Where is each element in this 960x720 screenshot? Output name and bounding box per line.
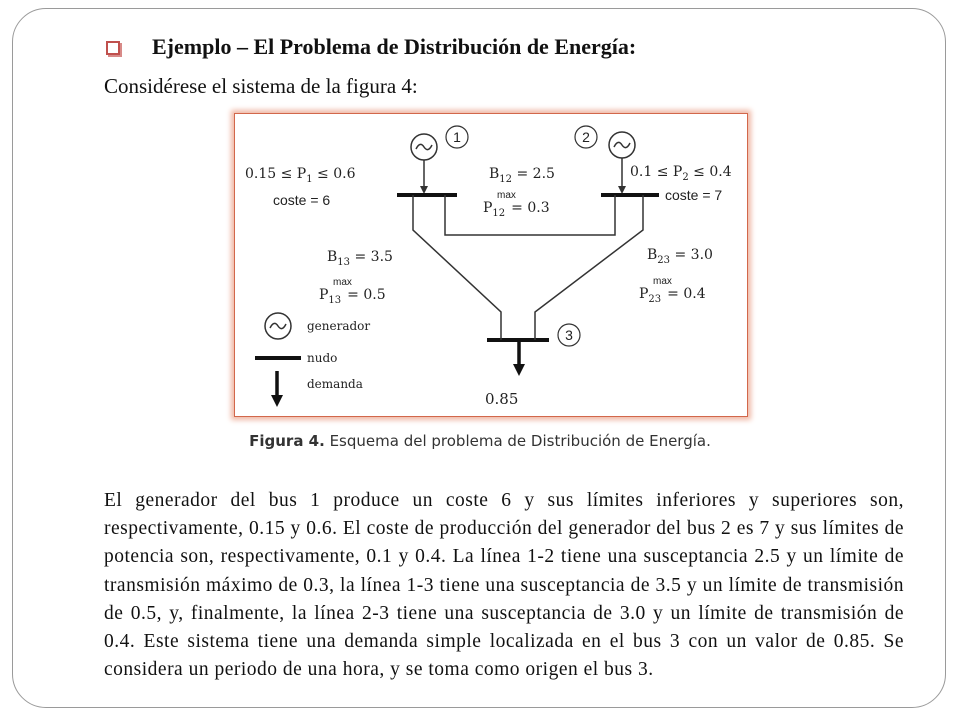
line12-limit-sup: max — [497, 190, 516, 201]
generator-bus2-icon — [609, 132, 635, 194]
svg-text:2: 2 — [582, 129, 590, 145]
line12-limit: $P_{12} = 0.3$ — [483, 200, 550, 219]
line-1-3 — [413, 195, 501, 340]
legend-demand-label: demanda — [307, 377, 363, 391]
gen1-cost: coste = 6 — [273, 192, 331, 208]
line13-susceptance: $B_{13} = 3.5$ — [327, 249, 393, 268]
legend-node-label: nudo — [307, 351, 338, 365]
legend-demand-icon — [271, 371, 283, 407]
caption-label: Figura 4. — [249, 432, 325, 450]
figure-caption — [0, 432, 960, 450]
caption-text: Esquema del problema de Distribución de Energía. — [324, 432, 711, 450]
intro-text: Considérese el sistema de la figura 4: — [104, 74, 418, 98]
line13-limit-sup: max — [333, 277, 352, 288]
line23-susceptance: $B_{23} = 3.0$ — [647, 247, 713, 266]
figure-4 — [234, 113, 748, 417]
legend-generator-label: generador — [307, 319, 371, 333]
body-paragraph: El generador del bus 1 produce un coste 6 y sus límites inferiores y superiores son, respectivamente, 0.15 y 0.6. El coste de producción del generador del bus 2 es 7 y sus límites de potencia son, respectivamente, 0.1 y 0.4. La línea 1-2 tiene una susceptancia 2.5 y un límite de transmisión máximo de 0.3, la línea 1-3 tiene una susceptancia de 3.5 y un límite de transmisión de 0.5, y, finalmente, la línea 2-3 tiene una susceptancia de 3.0 y un límite de transmisión de 0.4. Este sistema tiene una demanda simple localizada en el bus 3 con un valor de 0.85. Se considera un periodo de una hora, y se toma como origen el bus 3. — [104, 490, 904, 681]
bus2-label — [575, 126, 597, 148]
power-system-diagram — [235, 114, 747, 416]
line12-susceptance: $B_{12} = 2.5$ — [489, 166, 555, 185]
generator-bus1-icon — [411, 134, 437, 194]
gen2-cost: coste = 7 — [665, 187, 723, 203]
checkbox-bullet-icon — [106, 41, 120, 55]
bus3-label — [558, 324, 580, 346]
gen1-limits: $0.15 \le P_1 \le 0.6$ — [245, 166, 356, 185]
line-2-3 — [535, 195, 643, 340]
line23-limit: $P_{23} = 0.4$ — [639, 286, 706, 305]
bus1-label — [446, 126, 468, 148]
line23-limit-sup: max — [653, 276, 672, 287]
svg-text:1: 1 — [453, 129, 461, 145]
demand-value: 0.85 — [485, 390, 519, 408]
demand-arrow-icon — [513, 340, 525, 376]
gen2-limits: $0.1 \le P_2 \le 0.4$ — [630, 164, 732, 183]
line13-limit: $P_{13} = 0.5$ — [319, 287, 386, 306]
svg-text:3: 3 — [565, 327, 573, 343]
legend-generator-icon — [265, 313, 291, 339]
slide-heading: Ejemplo – El Problema de Distribución de Energía: — [152, 34, 637, 59]
